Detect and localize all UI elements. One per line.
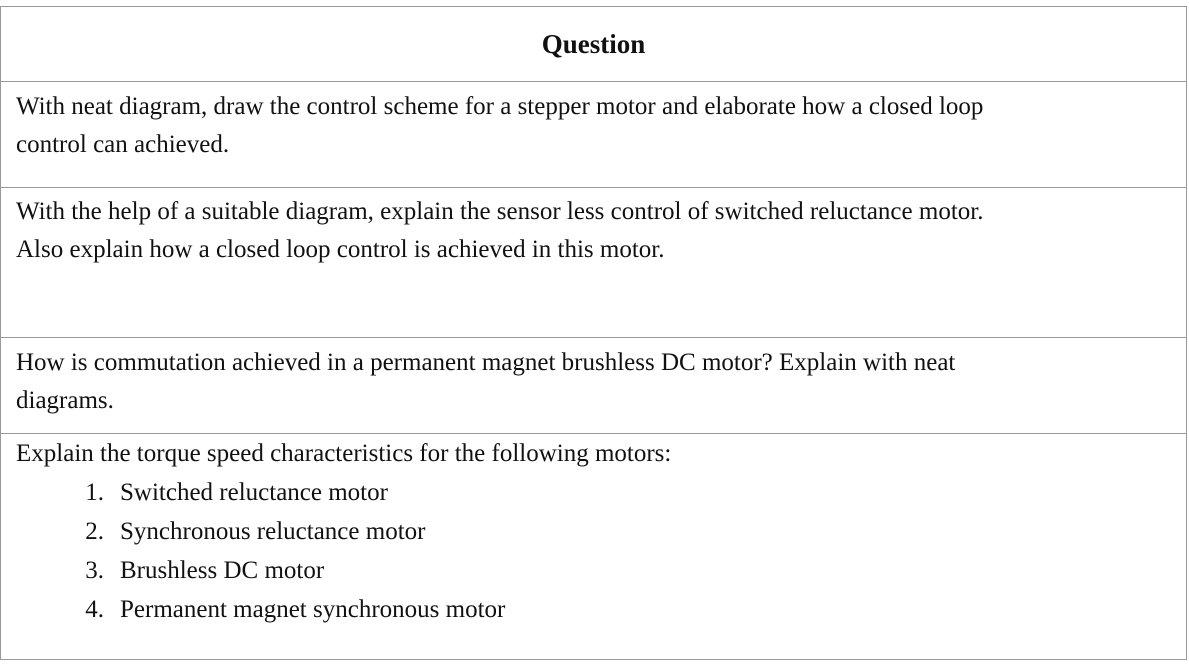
motor-list: [16, 473, 1174, 629]
list-item-number: 4.: [85, 595, 104, 623]
table-header-row: [1, 7, 1186, 81]
list-item-text: Brushless DC motor: [120, 556, 325, 584]
question-row-4: [1, 433, 1186, 659]
question-1-line-2: control can achieved.: [16, 130, 230, 158]
list-item-text: Permanent magnet synchronous motor: [120, 595, 506, 623]
question-table: [0, 6, 1187, 660]
question-1-line-1: With neat diagram, draw the control scheme for a stepper motor and elaborate how a closed loop: [16, 93, 984, 120]
list-item-number: 3.: [85, 556, 104, 584]
list-item-text: Switched reluctance motor: [120, 478, 388, 506]
list-item: [16, 512, 1174, 551]
column-header-question: Question: [541, 29, 646, 60]
question-row-2: [1, 187, 1186, 337]
list-item: [16, 590, 1174, 629]
question-2-line-2: Also explain how a closed loop control is achieved in this motor.: [16, 235, 665, 263]
list-item: [16, 551, 1174, 590]
question-4-intro: Explain the torque speed characteristics for the following motors:: [16, 440, 672, 467]
question-2-line-1: With the help of a suitable diagram, explain the sensor less control of switched reluctance motor.: [16, 198, 984, 225]
list-item-number: 1.: [85, 478, 104, 506]
list-item-number: 2.: [85, 517, 104, 545]
question-3-line-1: How is commutation achieved in a permanent magnet brushless DC motor? Explain with neat: [16, 349, 956, 376]
question-row-1: [1, 81, 1186, 187]
question-row-3: [1, 337, 1186, 433]
list-item-text: Synchronous reluctance motor: [120, 517, 426, 545]
list-item: [16, 473, 1174, 512]
question-3-line-2: diagrams.: [16, 386, 114, 414]
